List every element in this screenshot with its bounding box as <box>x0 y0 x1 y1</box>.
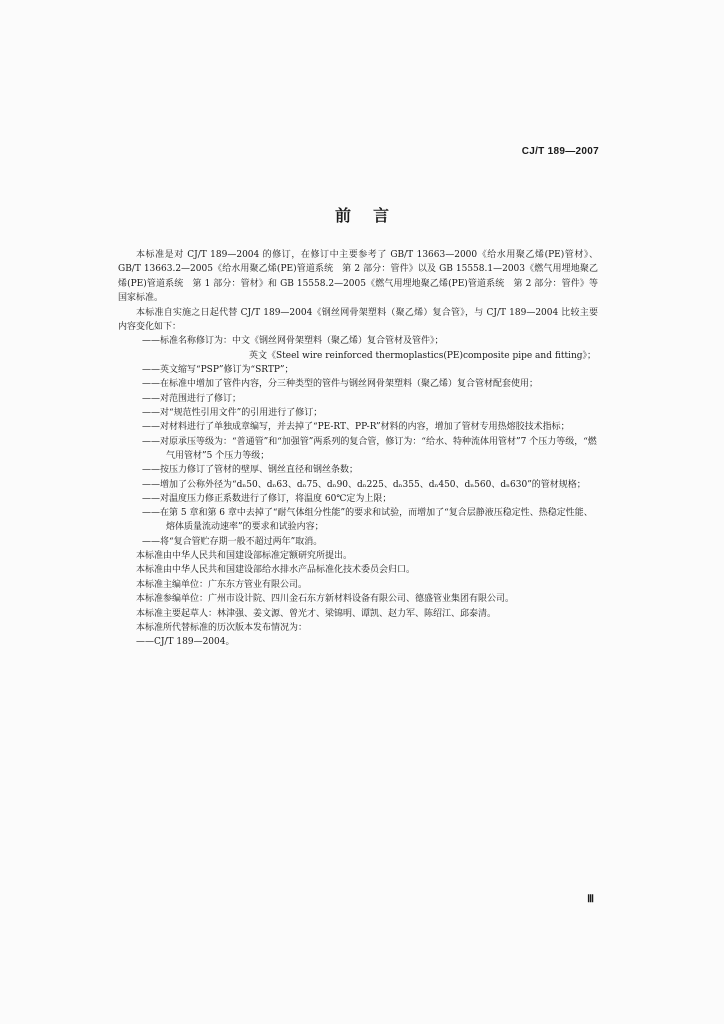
change-item: ——对材料进行了单独成章编写，并去掉了“PE-RT、PP-R”材料的内容，增加了管材专用热熔胶技术指标； <box>142 422 570 433</box>
drafters-note: 本标准主要起草人：林津强、姜文源、曾光才、梁锦明、谭凯、赵力军、陈绍江、邱泰清。 <box>136 608 497 619</box>
replacement-paragraph: 本标准自实施之日起代替 CJ/T 189—2004《钢丝网骨架塑料（聚乙烯）复合管》，与 CJ/T 189—2004 比较主要内容变化如下： <box>118 307 598 333</box>
change-item: ——在第 5 章和第 6 章中去掉了“耐气体组分性能”的要求和试验，而增加了“复合层静液压稳定性、热稳定性能、熔体质量流动速率”的要求和试验内容； <box>142 508 593 533</box>
change-item-english-name: 英文《Steel wire reinforced thermoplastics(PE)composite pipe and fitting》； <box>248 350 596 361</box>
change-item: ——对温度压力修正系数进行了修订，将温度 60℃定为上限； <box>142 493 392 504</box>
standard-code: CJ/T 189—2007 <box>521 146 599 157</box>
history-item: ——CJ/T 189—2004。 <box>136 637 235 648</box>
chief-drafter-unit-note: 本标准主编单位：广东东方管业有限公司。 <box>136 579 308 590</box>
change-item: ——按压力修订了管材的壁厚、钢丝直径和钢丝条数； <box>142 465 359 476</box>
change-item: ——英文缩写“PSP”修订为“SRTP”； <box>142 365 294 376</box>
change-item: ——标准名称修订为：中文《钢丝网骨架塑料（聚乙烯）复合管材及管件》； <box>142 336 444 347</box>
intro-paragraph: 本标准是对 CJ/T 189—2004 的修订，在修订中主要参考了 GB/T 13663—2000《给水用聚乙烯(PE)管材》、GB/T 13663.2—2005《给水用聚乙烯(PE)管道系统 第 2 部分：管件》以及 GB 15558.1—2003《燃气用埋地聚乙烯(PE)管道系统 第 1 部分：管材》和 GB 15558.2—2005《燃气用埋地聚乙烯(PE)管道系统 第 2 部分：管件》等国家标准。 <box>118 250 598 304</box>
document-body <box>118 248 598 650</box>
change-item: ——在标准中增加了管件内容，分三种类型的管件与钢丝网骨架塑料（聚乙烯）复合管材配套使用； <box>142 379 539 390</box>
change-item: ——将“复合管贮存期一般不超过两年”取消。 <box>142 536 323 547</box>
page-title: 前言 <box>334 206 411 225</box>
participating-units-note: 本标准参编单位：广州市设计院、四川金石东方新材料设备有限公司、德盛管业集团有限公司。 <box>136 594 515 605</box>
proposer-note: 本标准由中华人民共和国建设部标准定额研究所提出。 <box>136 551 353 561</box>
change-item: ——对原承压等级为：“普通管”和“加强管”两系列的复合管，修订为：“给水、特种流体用管材”7 个压力等级，“燃气用管材”5 个压力等级； <box>142 436 597 461</box>
page-number: Ⅲ <box>587 894 594 905</box>
change-item: ——对范围进行了修订； <box>142 393 242 404</box>
committee-note: 本标准由中华人民共和国建设部给水排水产品标准化技术委员会归口。 <box>136 565 416 576</box>
change-item: ——对“规范性引用文件”的引用进行了修订； <box>142 408 323 419</box>
history-note: 本标准所代替标准的历次版本发布情况为： <box>136 623 308 634</box>
change-item: ——增加了公称外径为“dₙ50、dₙ63、dₙ75、dₙ90、dₙ225、dₙ355、dₙ450、dₙ560、dₙ630”的管材规格； <box>142 479 586 490</box>
